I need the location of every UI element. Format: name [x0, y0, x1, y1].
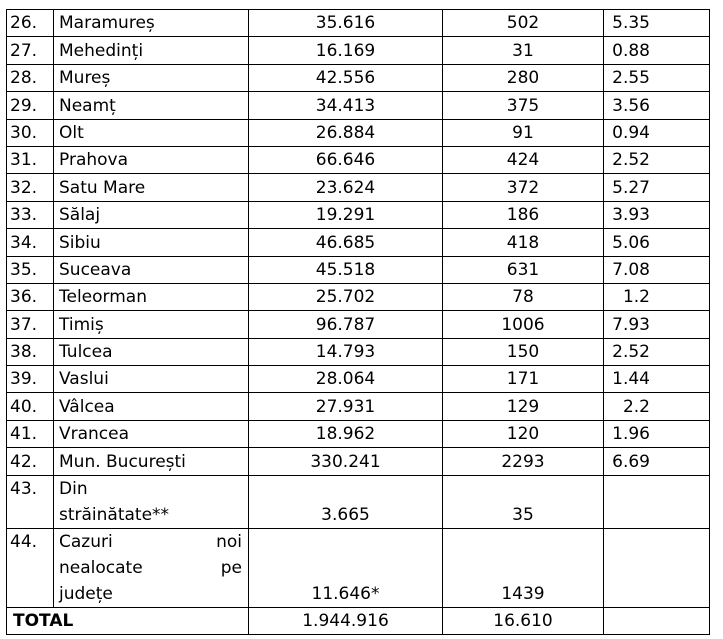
- cell-a: 330.241: [249, 448, 443, 475]
- cell-b: 631: [443, 256, 604, 283]
- cell-c: 2.2: [604, 393, 710, 420]
- row-name-word: Cazuri: [59, 531, 113, 552]
- row-number: 43.: [7, 475, 54, 528]
- table-row: [7, 448, 710, 475]
- cell-c: 7.08: [604, 256, 710, 283]
- cell-a: 14.793: [249, 338, 443, 365]
- row-number: 34.: [7, 229, 54, 256]
- table-row: [7, 393, 710, 420]
- row-number: 31.: [7, 146, 54, 173]
- cell-b: 418: [443, 229, 604, 256]
- row-number: 40.: [7, 393, 54, 420]
- row-name: Mun. București: [54, 448, 249, 475]
- row-name: [54, 475, 249, 528]
- cell-b: 171: [443, 366, 604, 393]
- row-name: Tulcea: [54, 338, 249, 365]
- cell-a: 96.787: [249, 311, 443, 338]
- row-name: Satu Mare: [54, 174, 249, 201]
- cell-b: 372: [443, 174, 604, 201]
- row-name: Mehedinți: [54, 37, 249, 64]
- cell-b: 2293: [443, 448, 604, 475]
- row-number: 44.: [7, 528, 54, 607]
- total-row: [7, 607, 710, 634]
- cell-a: 18.962: [249, 420, 443, 447]
- cell-c: 5.27: [604, 174, 710, 201]
- cell-b: 120: [443, 420, 604, 447]
- total-label: TOTAL: [7, 607, 249, 634]
- cell-b: 375: [443, 92, 604, 119]
- row-number: 41.: [7, 420, 54, 447]
- cell-a: 42.556: [249, 64, 443, 91]
- row-name-line: județe: [59, 583, 113, 604]
- row-name: Olt: [54, 119, 249, 146]
- table-row: [7, 201, 710, 228]
- cell-b: 186: [443, 201, 604, 228]
- table-body: [7, 10, 710, 635]
- cell-a: 23.624: [249, 174, 443, 201]
- cell-b: 91: [443, 119, 604, 146]
- table-row: [7, 366, 710, 393]
- cell-a: 35.616: [249, 10, 443, 37]
- cell-a: 45.518: [249, 256, 443, 283]
- cell-c: [604, 475, 710, 528]
- cell-a: 16.169: [249, 37, 443, 64]
- county-table: [6, 9, 710, 635]
- table-row: [7, 475, 710, 528]
- table-row: [7, 174, 710, 201]
- cell-b: 1006: [443, 311, 604, 338]
- cell-c: 3.56: [604, 92, 710, 119]
- table-row: [7, 420, 710, 447]
- cell-b: 424: [443, 146, 604, 173]
- table-row: [7, 283, 710, 310]
- row-name-word: pe: [220, 557, 242, 578]
- table-row: [7, 528, 710, 607]
- table-row: [7, 119, 710, 146]
- row-number: 38.: [7, 338, 54, 365]
- cell-c: 0.88: [604, 37, 710, 64]
- cell-c: 3.93: [604, 201, 710, 228]
- cell-c: 7.93: [604, 311, 710, 338]
- cell-c: 6.69: [604, 448, 710, 475]
- cell-c: 5.35: [604, 10, 710, 37]
- table-row: [7, 92, 710, 119]
- table-row: [7, 256, 710, 283]
- row-number: 33.: [7, 201, 54, 228]
- cell-b: 31: [443, 37, 604, 64]
- cell-a: 26.884: [249, 119, 443, 146]
- row-number: 42.: [7, 448, 54, 475]
- row-name: Teleorman: [54, 283, 249, 310]
- row-name-line: Din: [59, 478, 88, 499]
- row-number: 27.: [7, 37, 54, 64]
- row-name: Mureș: [54, 64, 249, 91]
- row-name: Timiș: [54, 311, 249, 338]
- table-row: [7, 229, 710, 256]
- row-number: 26.: [7, 10, 54, 37]
- total-c: [604, 607, 710, 634]
- row-name: Maramureș: [54, 10, 249, 37]
- row-number: 32.: [7, 174, 54, 201]
- row-name-line: străinătate**: [59, 504, 170, 525]
- table-row: [7, 37, 710, 64]
- table-row: [7, 311, 710, 338]
- row-number: 35.: [7, 256, 54, 283]
- cell-a: 27.931: [249, 393, 443, 420]
- row-number: 30.: [7, 119, 54, 146]
- cell-c: [604, 528, 710, 607]
- table-row: [7, 146, 710, 173]
- cell-b: 502: [443, 10, 604, 37]
- cell-b: 1439: [443, 528, 604, 607]
- row-name-word: nealocate: [59, 557, 143, 578]
- row-name: Sibiu: [54, 229, 249, 256]
- cell-c: 2.52: [604, 338, 710, 365]
- cell-a: 34.413: [249, 92, 443, 119]
- row-name: [54, 528, 249, 607]
- cell-b: 35: [443, 475, 604, 528]
- row-name-word: noi: [216, 531, 242, 552]
- cell-b: 129: [443, 393, 604, 420]
- table-row: [7, 338, 710, 365]
- row-number: 28.: [7, 64, 54, 91]
- row-name: Vâlcea: [54, 393, 249, 420]
- row-number: 36.: [7, 283, 54, 310]
- total-b: 16.610: [443, 607, 604, 634]
- data-table-wrapper: [6, 9, 710, 635]
- table-row: [7, 10, 710, 37]
- cell-a: 19.291: [249, 201, 443, 228]
- cell-c: 1.2: [604, 283, 710, 310]
- table-row: [7, 64, 710, 91]
- cell-a: 46.685: [249, 229, 443, 256]
- cell-c: 1.96: [604, 420, 710, 447]
- row-name-line: [59, 529, 242, 555]
- total-a: 1.944.916: [249, 607, 443, 634]
- row-number: 37.: [7, 311, 54, 338]
- cell-a: 28.064: [249, 366, 443, 393]
- cell-c: 5.06: [604, 229, 710, 256]
- row-name: Vaslui: [54, 366, 249, 393]
- row-name: Neamț: [54, 92, 249, 119]
- row-name: Vrancea: [54, 420, 249, 447]
- cell-a: 11.646*: [249, 528, 443, 607]
- row-number: 29.: [7, 92, 54, 119]
- row-name: Sălaj: [54, 201, 249, 228]
- row-name: Suceava: [54, 256, 249, 283]
- cell-c: 0.94: [604, 119, 710, 146]
- cell-b: 150: [443, 338, 604, 365]
- row-name: Prahova: [54, 146, 249, 173]
- cell-a: 3.665: [249, 475, 443, 528]
- cell-a: 25.702: [249, 283, 443, 310]
- row-number: 39.: [7, 366, 54, 393]
- cell-c: 2.52: [604, 146, 710, 173]
- cell-c: 2.55: [604, 64, 710, 91]
- cell-a: 66.646: [249, 146, 443, 173]
- cell-b: 78: [443, 283, 604, 310]
- cell-c: 1.44: [604, 366, 710, 393]
- row-name-line: [59, 555, 242, 581]
- cell-b: 280: [443, 64, 604, 91]
